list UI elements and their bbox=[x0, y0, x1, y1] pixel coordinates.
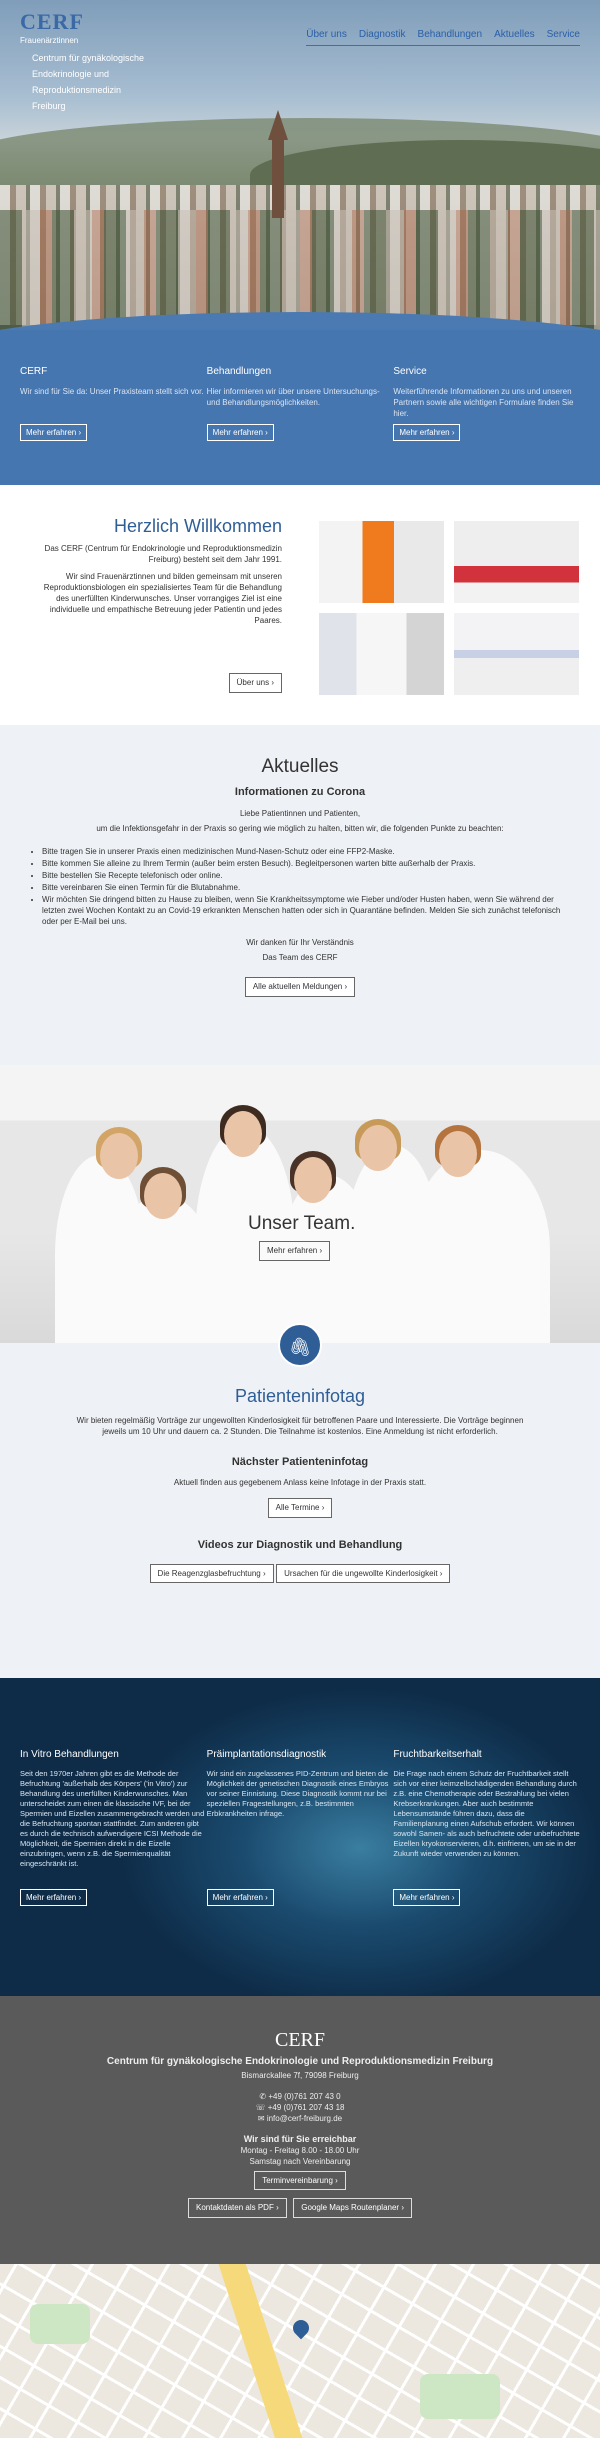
phone-number: +49 (0)761 207 43 0 bbox=[268, 2091, 341, 2101]
nav-item-behandlungen[interactable]: Behandlungen bbox=[417, 29, 483, 40]
button-label: Terminvereinbarung bbox=[262, 2175, 333, 2185]
button-label: Alle Termine bbox=[275, 1503, 320, 1513]
map-park bbox=[30, 2304, 90, 2344]
news-subtitle: Informationen zu Corona bbox=[234, 785, 366, 798]
teaser-text: Seit den 1970er Jahren gibt es die Methode der Befruchtung 'außerhalb des Körpers' ('in Vitro') zur Behandlung des unerfüllten Kinderwunsches. Man unterscheidet zum einen die klassische IVF, bei der Spermien und Eizellen zusammengebracht werden und die Befruchtung spontan stattfindet. Zum anderen gibt es durch die technisch aufwendigere ICSI Methode die Möglichkeit, die Spermien direkt in die Eizelle einzubringen, wenn z.B. die Spermienqualität eingeschränkt ist. bbox=[20, 1768, 205, 1868]
button-label: Die Reagenzglasbefruchtung bbox=[157, 1568, 261, 1578]
button-label: Über uns bbox=[236, 678, 270, 687]
button-label: Mehr erfahren bbox=[267, 1246, 318, 1255]
news-thanks: Wir danken für Ihr Verständnis bbox=[246, 938, 354, 948]
button-label: Mehr erfahren bbox=[26, 427, 77, 437]
mail-icon: ✉ bbox=[257, 2113, 267, 2123]
more-button[interactable]: Mehr erfahren › bbox=[207, 1889, 274, 1907]
paperclip-icon: 🖇 bbox=[278, 1323, 322, 1367]
logo-line: Reproduktionsmedizin bbox=[32, 85, 122, 95]
all-news-button[interactable]: Alle aktuellen Meldungen › bbox=[245, 977, 355, 997]
news-intro: um die Infektionsgefahr in der Praxis so gering wie möglich zu halten, bitten wir, die folgenden Punkte zu beachten: bbox=[96, 824, 504, 834]
team-member-face bbox=[224, 1111, 262, 1157]
more-button[interactable]: Mehr erfahren › bbox=[20, 1889, 87, 1907]
footer bbox=[0, 1996, 600, 2264]
button-label: Ursachen für die ungewollte Kinderlosigkeit bbox=[284, 1568, 438, 1578]
teaser-title: Service bbox=[393, 366, 427, 377]
appointment-button[interactable]: Terminvereinbarung › bbox=[254, 2171, 346, 2191]
location-map[interactable] bbox=[0, 2264, 600, 2438]
news-title: Aktuelles bbox=[261, 756, 339, 777]
email-address: info@cerf-freiburg.de bbox=[266, 2113, 343, 2123]
logo-title: CERF bbox=[20, 9, 84, 34]
treatments-band bbox=[0, 1678, 600, 1996]
nav-item-service[interactable]: Service bbox=[546, 29, 580, 40]
teaser-pid bbox=[207, 1748, 394, 1996]
footer-org-name: Centrum für gynäkologische Endokrinologie und Reproduktionsmedizin Freiburg bbox=[106, 2056, 494, 2067]
next-infotag-title: Nächster Patienteninfotag bbox=[231, 1456, 369, 1469]
hero-section bbox=[0, 0, 600, 330]
button-label: Mehr erfahren bbox=[26, 1892, 77, 1902]
team-member-face bbox=[100, 1133, 138, 1179]
teaser-behandlungen bbox=[207, 365, 394, 485]
welcome-paragraph: Wir sind Frauenärztinnen und bilden gemeinsam mit unseren Reproduktionsbiologen ein spezialisiertes Team für die Behandlung des unerfüllten Kinderwunsches. Unser vorrangiges Ziel ist eine individuelle und empathische Betreuung jeder Patientin und jedes Paares. bbox=[43, 572, 282, 625]
logo-line: Endokrinologie und bbox=[32, 69, 110, 79]
button-label: Kontaktdaten als PDF bbox=[196, 2203, 274, 2213]
teaser-text: Hier informieren wir über unsere Untersuchungs- und Behandlungsmöglichkeiten. bbox=[206, 386, 380, 407]
nav-item-aktuelles[interactable]: Aktuelles bbox=[494, 29, 535, 40]
teaser-band bbox=[0, 330, 600, 485]
teaser-text: Wir sind ein zugelassenes PID-Zentrum und bieten die Möglichkeit der genetischen Diagnostik eines Embryos vor seiner Einnistung. Diese Diagnostik kommt nur bei speziellen Fragestellungen, z.B. bestimmten Erbkrankheiten infrage. bbox=[206, 1768, 389, 1818]
hero-cathedral-tower bbox=[272, 138, 284, 218]
team-member bbox=[410, 1150, 550, 1343]
news-sign: Das Team des CERF bbox=[262, 953, 338, 963]
list-item: • Wir möchten Sie dringend bitten zu Hause zu bleiben, wenn Sie Krankheitssymptome wie Fieber und/oder Husten haben, wenn Sie während der letzten zwei Wochen Kontakt zu an Covid-19 erkrankten Menschen hatten oder sich in Quarantäne befinden. Melden Sie sich zunächst telefonisch oder per E-Mail bei uns. bbox=[42, 894, 570, 927]
hours-title: Wir sind für Sie erreichbar bbox=[243, 2133, 357, 2144]
button-label: Mehr erfahren bbox=[399, 427, 450, 437]
team-member-face bbox=[144, 1173, 182, 1219]
more-button[interactable]: Mehr erfahren › bbox=[20, 424, 87, 442]
button-label: Mehr erfahren bbox=[399, 1892, 450, 1902]
opening-hours: Montag - Freitag 8.00 - 18.00 Uhr bbox=[240, 2145, 360, 2155]
teaser-title: In Vitro Behandlungen bbox=[20, 1749, 119, 1760]
footer-address: Bismarckallee 7f, 79098 Freiburg bbox=[241, 2070, 359, 2080]
teaser-text: Wir sind für Sie da: Unser Praxisteam stellt sich vor. bbox=[20, 386, 204, 396]
fax-number: +49 (0)761 207 43 18 bbox=[267, 2102, 345, 2112]
button-label: Alle aktuellen Meldungen bbox=[252, 982, 343, 992]
team-section bbox=[0, 1065, 600, 1343]
team-more-button[interactable]: Mehr erfahren › bbox=[259, 1241, 330, 1261]
opening-hours-saturday: Samstag nach Vereinbarung bbox=[249, 2156, 351, 2166]
welcome-section bbox=[0, 485, 600, 725]
welcome-paragraph: Das CERF (Centrum für Endokrinologie und Reproduktionsmedizin Freiburg) besteht seit dem Jahr 1991. bbox=[44, 544, 282, 564]
phone-icon: ✆ bbox=[259, 2091, 269, 2101]
nav-item-ueber-uns[interactable]: Über uns bbox=[306, 29, 347, 40]
infotag-text: Wir bieten regelmäßig Vorträge zur ungewollten Kinderlosigkeit für betroffenen Paare und Interessierte. Die Vorträge beginnen jeweils um 10 Uhr und dauern ca. 2 Stunden. Die Teilnahme ist kostenlos. Eine Anmeldung ist nicht erforderlich. bbox=[76, 1416, 524, 1437]
button-label: Google Maps Routenplaner bbox=[301, 2203, 400, 2213]
teaser-cerf bbox=[20, 365, 207, 485]
footer-email[interactable] bbox=[0, 2113, 600, 2124]
button-label: Mehr erfahren bbox=[212, 427, 263, 437]
list-item: • Bitte vereinbaren Sie einen Termin für die Blutabnahme. bbox=[42, 882, 570, 893]
logo[interactable] bbox=[20, 6, 84, 46]
logo-subtitle: Frauenärztinnen bbox=[20, 35, 79, 45]
map-park bbox=[420, 2374, 500, 2419]
teaser-text: Die Frage nach einem Schutz der Fruchtbarkeit stellt sich vor einer keimzellschädigenden Behandlung durch z.B. eine Chemotherapie oder Bestrahlung bei vielen Krebserkrankungen. Aber auch bestimmte Lebensumstände führen dazu, dass die Familienplanung einen Aufschub erfordert. Wir können sowohl Samen- als auch befruchtete oder unbefruchtete Eizellen kryokonservieren, d.h. einfrieren, um sie in der Zukunft wieder verwenden zu können. bbox=[393, 1768, 580, 1858]
news-section bbox=[0, 725, 600, 1065]
welcome-text bbox=[32, 543, 282, 632]
practice-photo[interactable] bbox=[454, 613, 579, 695]
infotag-title: Patienteninfotag bbox=[234, 1386, 366, 1406]
list-item: • Bitte bestellen Sie Recepte telefonisch oder online. bbox=[42, 870, 570, 881]
logo-claim bbox=[32, 50, 144, 114]
video-button-ivf[interactable]: Die Reagenzglasbefruchtung › bbox=[150, 1564, 274, 1584]
infotag-section bbox=[0, 1337, 600, 1678]
more-button[interactable]: Mehr erfahren › bbox=[393, 424, 460, 442]
footer-logo: CERF bbox=[274, 2029, 326, 2051]
about-us-button[interactable]: Über uns › bbox=[229, 673, 282, 693]
practice-photo[interactable] bbox=[319, 521, 444, 603]
main-nav bbox=[306, 28, 580, 46]
footer-phone[interactable] bbox=[0, 2091, 600, 2102]
google-maps-button[interactable]: Google Maps Routenplaner › bbox=[293, 2198, 412, 2218]
teaser-title: CERF bbox=[20, 366, 48, 377]
next-infotag-text: Aktuell finden aus gegebenem Anlass keine Infotage in der Praxis statt. bbox=[173, 1478, 427, 1488]
map-pin-icon[interactable] bbox=[290, 2317, 313, 2340]
button-label: Mehr erfahren bbox=[212, 1892, 263, 1902]
team-member-face bbox=[439, 1131, 477, 1177]
teaser-in-vitro bbox=[20, 1748, 207, 1996]
news-greeting: Liebe Patientinnen und Patienten, bbox=[239, 809, 361, 819]
news-list bbox=[30, 846, 570, 927]
nav-item-diagnostik[interactable]: Diagnostik bbox=[358, 29, 406, 40]
teaser-title: Fruchtbarkeitserhalt bbox=[393, 1749, 482, 1760]
map-road bbox=[215, 2264, 311, 2438]
welcome-title: Herzlich Willkommen bbox=[113, 516, 282, 536]
list-item: • Bitte kommen Sie alleine zu Ihrem Termin (außer beim ersten Besuch). Begleitpersonen warten bitte außerhalb der Praxis. bbox=[42, 858, 570, 869]
practice-photo[interactable] bbox=[454, 521, 579, 603]
all-dates-button[interactable]: Alle Termine › bbox=[268, 1498, 333, 1518]
logo-line: Centrum für gynäkologische bbox=[32, 53, 145, 63]
teaser-title: Präimplantationsdiagnostik bbox=[206, 1749, 327, 1760]
videos-title: Videos zur Diagnostik und Behandlung bbox=[197, 1538, 403, 1551]
logo-line: Freiburg bbox=[32, 101, 66, 111]
practice-photo[interactable] bbox=[319, 613, 444, 695]
teaser-fertility bbox=[393, 1748, 580, 1996]
footer-fax bbox=[0, 2102, 600, 2113]
more-button[interactable]: Mehr erfahren › bbox=[207, 424, 274, 442]
teaser-service bbox=[393, 365, 580, 485]
list-item: • Bitte tragen Sie in unserer Praxis einen medizinischen Mund-Nasen-Schutz oder eine FFP2-Maske. bbox=[42, 846, 570, 857]
more-button[interactable]: Mehr erfahren › bbox=[393, 1889, 460, 1907]
team-member-face bbox=[294, 1157, 332, 1203]
video-button-causes[interactable]: Ursachen für die ungewollte Kinderlosigkeit › bbox=[276, 1564, 450, 1584]
teaser-text: Weiterführende Informationen zu uns und unseren Partnern sowie alle wichtigen Formulare finden Sie hier. bbox=[393, 386, 574, 418]
team-member-face bbox=[359, 1125, 397, 1171]
contact-pdf-button[interactable]: Kontaktdaten als PDF › bbox=[188, 2198, 287, 2218]
fax-icon: ☏ bbox=[255, 2102, 268, 2112]
teaser-title: Behandlungen bbox=[206, 366, 272, 377]
team-title: Unser Team. bbox=[248, 1213, 356, 1234]
